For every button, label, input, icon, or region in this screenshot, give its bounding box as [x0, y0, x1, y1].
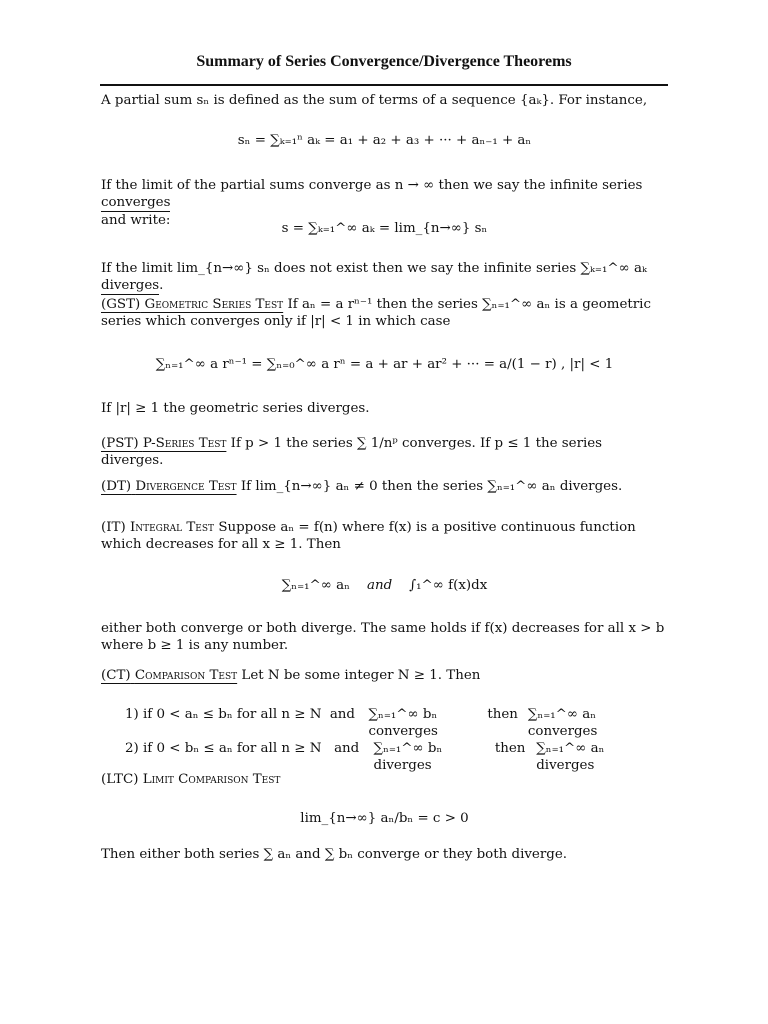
document-title: Summary of Series Convergence/Divergence Theorems — [196, 53, 572, 70]
diverge-text-before: If the limit lim_{n→∞} sₙ does not exist then we say the infinite series ∑ₖ₌₁^∞ aₖ — [101, 261, 647, 276]
ltc-heading — [101, 771, 668, 788]
ct-name: Comparison Test — [134, 668, 238, 683]
partial-sum-formula: sₙ = ∑ₖ₌₁ⁿ aₖ = a₁ + a₂ + a₃ + ··· + aₙ₋₁ + aₙ — [237, 133, 532, 148]
converges-term: converges — [101, 195, 171, 211]
it-after: either both converge or both diverge. The same holds if f(x) decreases for all x > b where b ≥ 1 is any number. — [101, 621, 665, 654]
ltc-after: Then either both series ∑ aₙ and ∑ bₙ converge or they both diverge. — [101, 847, 567, 862]
ct-row-2 — [125, 740, 665, 775]
it-sum: ∑ₙ₌₁^∞ aₙ — [281, 578, 350, 593]
limit-text-before: If the limit of the partial sums converge as n → ∞ then we say the infinite series — [101, 178, 643, 193]
ct-row-given: ∑ₙ₌₁^∞ bₙ converges — [368, 707, 438, 740]
ltc-abbr: (LTC) — [101, 772, 139, 787]
dt-name: Divergence Test — [135, 479, 237, 494]
pst-abbr: (PST) — [101, 436, 139, 451]
it-abbr: (IT) — [101, 520, 126, 535]
pst-section — [101, 435, 668, 470]
ct-row-and: and — [329, 707, 356, 722]
ct-row-concl: ∑ₙ₌₁^∞ aₙ diverges — [536, 741, 605, 774]
title-rule — [100, 84, 668, 86]
diverges-term: diverges — [101, 278, 160, 294]
ct-row-then: then — [494, 741, 526, 756]
dt-text: If lim_{n→∞} aₙ ≠ 0 then the series ∑ₙ₌₁^∞ aₙ diverges. — [240, 479, 623, 494]
it-name: Integral Test — [129, 520, 215, 535]
gst-heading — [101, 297, 283, 312]
gst-section — [101, 296, 668, 331]
it-text: Suppose aₙ = f(n) where f(x) is a positive continuous function which decreases for all x ≥ 1. Then — [101, 520, 636, 553]
ct-heading — [101, 668, 237, 683]
ct-section — [101, 667, 668, 684]
ct-abbr: (CT) — [101, 668, 131, 683]
ltc-name: Limit Comparison Test — [142, 772, 281, 787]
ct-row-cond: 2) if 0 < bₙ ≤ aₙ for all n ≥ N — [125, 741, 322, 756]
gst-abbr: (GST) — [101, 297, 141, 312]
gst-note: If |r| ≥ 1 the geometric series diverges. — [101, 401, 370, 416]
ct-row-concl: ∑ₙ₌₁^∞ aₙ converges — [527, 707, 598, 740]
diverge-text-after: . — [159, 278, 164, 294]
it-section — [101, 519, 668, 554]
intro-text: A partial sum sₙ is defined as the sum of terms of a sequence {aₖ}. For instance, — [101, 93, 648, 108]
dt-abbr: (DT) — [101, 479, 132, 494]
gst-name: Geometric Series Test — [144, 297, 284, 312]
it-integral: ∫₁^∞ f(x)dx — [409, 578, 488, 593]
pst-text: If p > 1 the series ∑ 1/nᵖ converges. If p ≤ 1 the series diverges. — [101, 436, 603, 469]
it-heading — [101, 520, 214, 535]
limit-text-after: and write: — [101, 212, 171, 228]
it-and: and — [366, 578, 393, 593]
diverge-paragraph — [101, 260, 668, 295]
limit-comparison-formula: lim_{n→∞} aₙ/bₙ = c > 0 — [300, 811, 469, 826]
ct-row-cond: 1) if 0 < aₙ ≤ bₙ for all n ≥ N — [125, 707, 322, 722]
geometric-series-formula: ∑ₙ₌₁^∞ a rⁿ⁻¹ = ∑ₙ₌₀^∞ a rⁿ = a + ar + ar² + ··· = a/(1 − r) , |r| < 1 — [155, 357, 614, 372]
integral-test-formula — [101, 577, 668, 594]
ct-text: Let N be some integer N ≥ 1. Then — [241, 668, 481, 683]
infinite-series-formula: s = ∑ₖ₌₁^∞ aₖ = lim_{n→∞} sₙ — [281, 221, 488, 236]
ct-row-1 — [125, 706, 665, 741]
pst-heading — [101, 436, 226, 451]
ct-row-then: then — [487, 707, 518, 722]
pst-name: P-Series Test — [142, 436, 227, 451]
ct-row-given: ∑ₙ₌₁^∞ bₙ diverges — [373, 741, 443, 774]
dt-heading — [101, 479, 237, 494]
gst-text: If aₙ = a rⁿ⁻¹ then the series ∑ₙ₌₁^∞ aₙ is a geometric series which converges only if |r| < 1 in which case — [101, 297, 651, 330]
dt-section — [101, 478, 668, 495]
ct-row-and: and — [334, 741, 360, 756]
